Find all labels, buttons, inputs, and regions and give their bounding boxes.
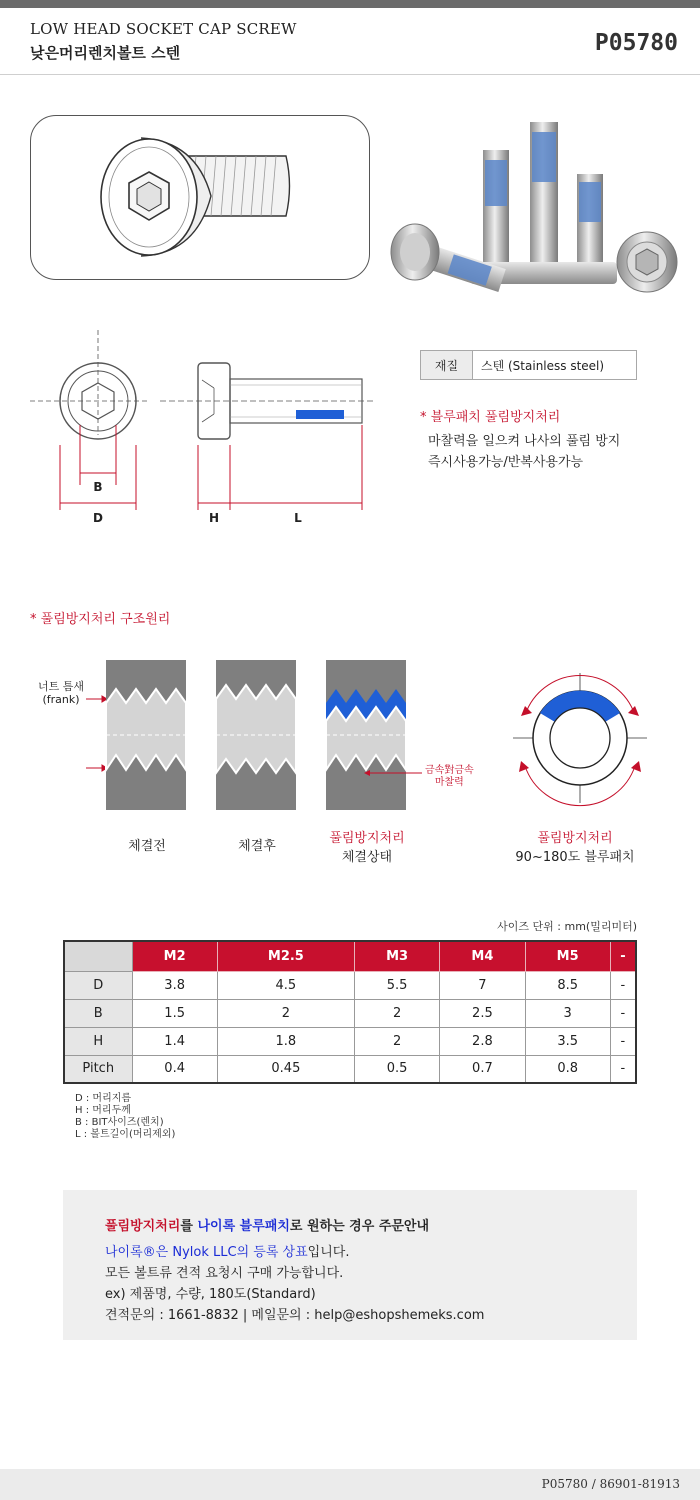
dim-label-d: D <box>93 511 103 525</box>
row-header: B <box>64 999 132 1027</box>
table-cell: 0.8 <box>525 1055 610 1083</box>
order-info-line-3: ex) 제품명, 수량, 180도(Standard) <box>105 1287 316 1302</box>
legend-item: L : 볼트길이(머리제외) <box>75 1129 176 1140</box>
table-cell: - <box>610 1027 636 1055</box>
order-info-line-2: 모든 볼트류 견적 요청시 구매 가능합니다. <box>105 1266 344 1281</box>
footer-code: P05780 / 86901-81913 <box>541 1477 680 1491</box>
circle-label-red: 풀림방지처리 <box>537 831 613 846</box>
friction-label <box>425 765 474 789</box>
product-title-en: LOW HEAD SOCKET CAP SCREW <box>30 20 297 38</box>
table-cell: 1.8 <box>217 1027 354 1055</box>
table-row <box>64 1027 636 1055</box>
table-cell: 4.5 <box>217 971 354 999</box>
legend-item: B : BIT사이즈(렌치) <box>75 1117 164 1128</box>
table-cell: 5.5 <box>354 971 439 999</box>
order-info-headline <box>105 1215 429 1234</box>
table-cell: 2 <box>354 1027 439 1055</box>
size-unit-note: 사이즈 단위 : mm(밀리미터) <box>497 920 637 933</box>
dim-label-b: B <box>93 480 103 494</box>
size-col-header: M4 <box>440 941 525 971</box>
friction-label-line-1: 금속對금속 <box>425 765 474 776</box>
size-col-header: M2.5 <box>217 941 354 971</box>
table-row <box>64 1055 636 1083</box>
panel-label-treated-red: 풀림방지처리 <box>329 831 405 846</box>
table-cell: 0.7 <box>440 1055 525 1083</box>
table-cell: - <box>610 971 636 999</box>
panel-label-treated <box>312 827 422 865</box>
legend-item: H : 머리두께 <box>75 1105 131 1116</box>
dimension-legend <box>75 1093 175 1141</box>
order-info-line-4: 견적문의 : 1661-8832 | 메일문의 : help@eshopshemeks.com <box>105 1308 485 1323</box>
table-cell: 3.8 <box>132 971 217 999</box>
patch-circle-diagram <box>505 668 655 808</box>
screw-photo-illustration <box>385 112 685 302</box>
size-col-header: M3 <box>354 941 439 971</box>
trademark-line <box>105 1241 349 1260</box>
size-table <box>63 940 637 1084</box>
table-cell: 0.5 <box>354 1055 439 1083</box>
table-row <box>64 971 636 999</box>
product-title-ko: 낮은머리렌치볼트 스텐 <box>30 44 181 62</box>
nut-gap-label-line-2: (frank) <box>42 693 80 706</box>
screw-sketch-svg <box>31 116 368 278</box>
screw-line-drawing <box>30 115 370 280</box>
table-cell: - <box>610 999 636 1027</box>
material-key: 재질 <box>421 351 473 380</box>
table-cell: 8.5 <box>525 971 610 999</box>
header-top-bar <box>0 0 700 8</box>
panel-label-treated-state: 체결상태 <box>341 850 393 865</box>
headline-part-1: 를 <box>180 1219 198 1234</box>
table-cell: 0.45 <box>217 1055 354 1083</box>
table-cell: 1.4 <box>132 1027 217 1055</box>
size-table-header-row <box>64 941 636 971</box>
size-col-header: - <box>610 941 636 971</box>
table-cell: - <box>610 1055 636 1083</box>
circle-label <box>500 827 650 865</box>
header-divider <box>0 74 700 75</box>
circle-label-text: 90~180도 블루패치 <box>515 850 635 865</box>
row-header: Pitch <box>64 1055 132 1083</box>
headline-blue: 나이록 블루패치 <box>197 1219 290 1234</box>
product-code: P05780 <box>594 30 678 56</box>
table-cell: 0.4 <box>132 1055 217 1083</box>
nut-gap-label-line-1: 너트 틈새 <box>38 680 85 693</box>
row-header: H <box>64 1027 132 1055</box>
table-cell: 2.8 <box>440 1027 525 1055</box>
dimension-drawing <box>20 325 380 535</box>
blue-patch-mark <box>296 410 344 419</box>
blue-patch-note-title: * 블루패치 풀림방지처리 <box>420 410 561 425</box>
trademark-tail: 입니다. <box>307 1245 350 1260</box>
blue-patch-note-line-1: 마찰력을 일으켜 나사의 풀림 방지 <box>428 434 621 449</box>
size-table-corner <box>64 941 132 971</box>
headline-red: 풀림방지처리 <box>105 1219 181 1234</box>
table-cell: 2 <box>354 999 439 1027</box>
headline-part-2: 로 원하는 경우 주문안내 <box>289 1219 430 1234</box>
table-row <box>64 999 636 1027</box>
legend-item: D : 머리지름 <box>75 1093 132 1104</box>
panel-label-after: 체결후 <box>238 839 276 854</box>
panel-label-before: 체결전 <box>128 839 166 854</box>
table-cell: 2.5 <box>440 999 525 1027</box>
principle-title: * 풀림방지처리 구조원리 <box>30 612 171 627</box>
nut-gap-label <box>38 680 84 706</box>
size-col-header: M5 <box>525 941 610 971</box>
table-cell: 2 <box>217 999 354 1027</box>
material-value: 스텐 (Stainless steel) <box>473 351 637 380</box>
thread-diagram <box>80 655 500 815</box>
dim-label-h: H <box>208 511 220 525</box>
friction-label-line-2: 마찰력 <box>434 777 464 788</box>
row-header: D <box>64 971 132 999</box>
size-col-header: M2 <box>132 941 217 971</box>
table-cell: 3 <box>525 999 610 1027</box>
dim-label-l: L <box>294 511 302 525</box>
blue-patch-note-line-2: 즉시사용가능/반복사용가능 <box>428 455 584 470</box>
table-cell: 1.5 <box>132 999 217 1027</box>
table-cell: 3.5 <box>525 1027 610 1055</box>
trademark-blue: 나이록®은 Nylok LLC의 등록 상표 <box>105 1245 308 1260</box>
material-table <box>420 350 637 380</box>
table-cell: 7 <box>440 971 525 999</box>
